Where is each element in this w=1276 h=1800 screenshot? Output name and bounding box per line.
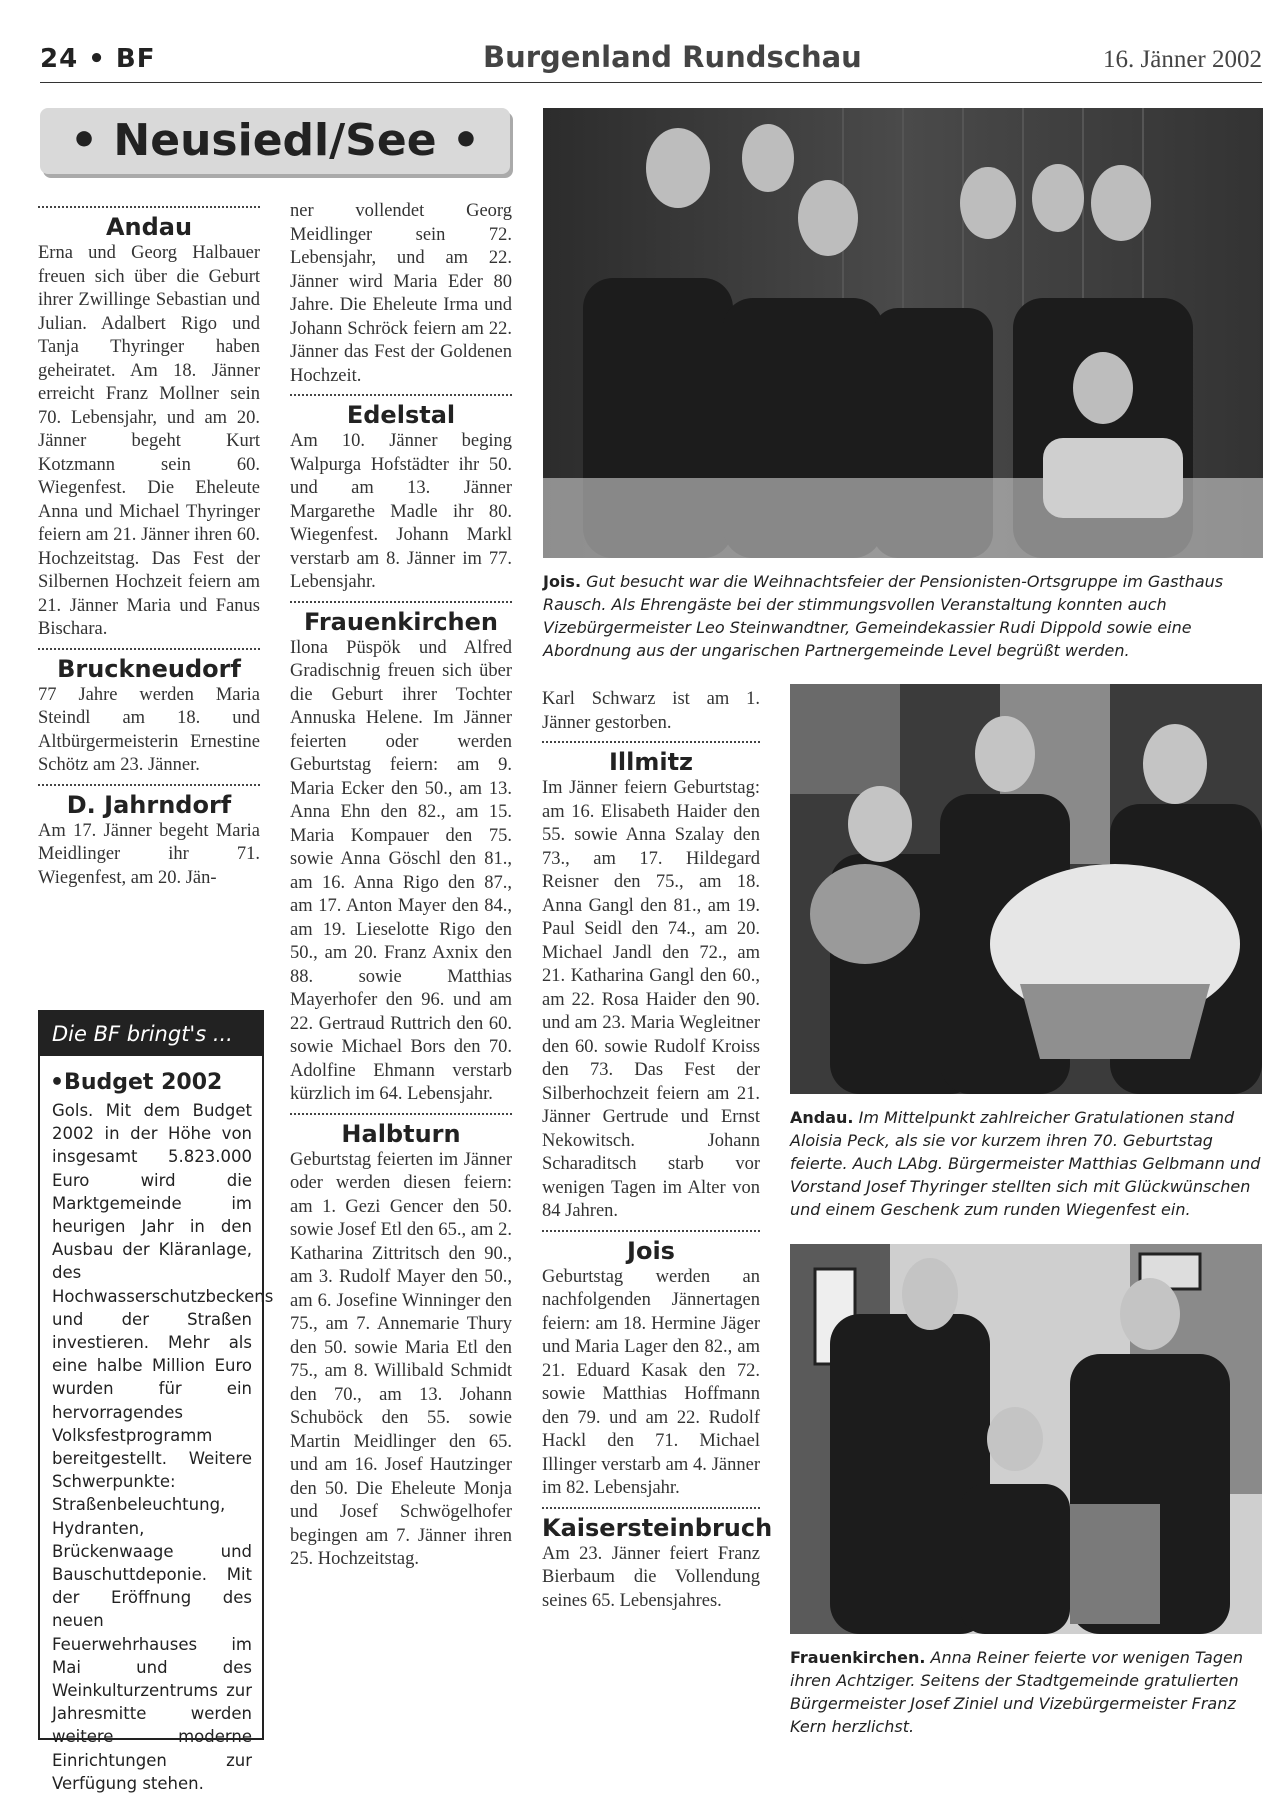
article-jois: Geburtstag werden an nachfolgenden Jännertagen feiern: am 18. Hermine Jäger und Maria Lager den 82., am 21. Eduard Kasak den 72. sowie Matthias Hoffmann den 79. und am 22. Rudolf Hackl den 71. Michael Illinger verstarb am 4. Jänner im 82. Lebensjahr. bbox=[542, 1266, 760, 1498]
column-2 bbox=[290, 200, 512, 1572]
heading-jois: Jois bbox=[542, 1230, 760, 1266]
info-box-text: Gols. Mit dem Budget 2002 in der Höhe von insgesamt 5.823.000 Euro wird die Marktgemeinde im heurigen Jahr in den Ausbau der Kläranlage, des Hochwasserschutzbeckens und der Straßen investieren. Mehr als eine halbe Million Euro wurden für ein hervorragendes Volksfestprogramm bereitgestellt. Weitere Schwerpunkte: Straßenbeleuchtung, Hydranten, Brückenwaage und Bauschuttdeponie. Mit der Eröffnung des neuen Feuerwehrhauses im Mai und des Weinkulturzentrums zur Jahresmitte werden weitere moderne Einrichtungen zur Verfügung stehen. bbox=[52, 1101, 274, 1793]
article-illmitz: Im Jänner feiern Geburtstag: am 16. Elisabeth Haider den 55. sowie Anna Szalay den 73., am 17. Hildegard Reisner den 75., am 18. Anna Gangl den 81., am 19. Paul Seidl den 74., am 20. Michael Jandl den 72., am 21. Katharina Gangl den 60., am 22. Rosa Haider den 90. und am 23. Maria Wegleitner den 60. sowie Rudolf Kroiss den 73. Das Fest der Silberhochzeit feiern am 21. Jänner Gertrude und Ernst Nekowitsch. Johann Scharaditsch starb vor wenigen Tagen im Alter von 84 Jahren. bbox=[542, 778, 760, 1221]
info-box-label: Die BF bringt's ... bbox=[40, 1012, 262, 1056]
section-banner: • Neusiedl/See • bbox=[40, 108, 510, 174]
photo-frauenkirchen bbox=[790, 1244, 1262, 1634]
caption-frauenkirchen bbox=[790, 1646, 1262, 1738]
caption-andau-text: Im Mittelpunkt zahlreicher Gratulationen stand Aloisia Peck, als sie vor kurzem ihren 70. Geburtstag feierte. Auch LAbg. Bürgermeister Matthias Gelbmann und Vorstand Josef Thyringer stellten sich mit Glückwünschen und einem Geschenk zum runden Wiegenfest ein. bbox=[790, 1108, 1261, 1219]
heading-edelstal: Edelstal bbox=[290, 394, 512, 430]
heading-jahrndorf: D. Jahrndorf bbox=[38, 784, 260, 820]
page-header bbox=[40, 38, 1262, 83]
caption-andau bbox=[790, 1106, 1262, 1221]
heading-frauenkirchen: Frauenkirchen bbox=[290, 601, 512, 637]
heading-andau: Andau bbox=[38, 206, 260, 242]
heading-halbturn: Halbturn bbox=[290, 1113, 512, 1149]
issue-date: 16. Jänner 2002 bbox=[1103, 46, 1262, 73]
caption-frauenkirchen-place: Frauenkirchen. bbox=[790, 1648, 926, 1667]
info-box-title: •Budget 2002 bbox=[50, 1070, 223, 1095]
info-box bbox=[38, 1010, 274, 1793]
page-number: 24 • BF bbox=[40, 44, 156, 74]
article-frauenkirchen: Ilona Püspök und Alfred Gradischnig freuen sich über die Geburt ihrer Tochter Annuska Helene. Im Jänner feierten oder werden Geburtstag feiern: am 9. Maria Ecker den 50., am 13. Anna Ehn den 82., am 15. Maria Kompauer den 75. sowie Anna Göschl den 81., am 16. Anna Rigo den 87., am 17. Anton Mayer den 84., am 19. Lieselotte Rigo den 50., am 20. Franz Axnix den 88. sowie Matthias Mayerhofer den 96. und am 22. Gertraud Ruttrich den 60. sowie Michael Bors den 70. Adolfine Ehmann verstarb kürzlich im 64. Lebensjahr. bbox=[290, 637, 512, 1104]
article-andau: Erna und Georg Halbauer freuen sich über die Geburt ihrer Zwillinge Sebastian und Julian. Adalbert Rigo und Tanja Thyringer haben geheiratet. Am 18. Jänner erreicht Franz Mollner sein 70. Lebensjahr, und am 20. Jänner begeht Kurt Kotzmann sein 60. Wiegenfest. Die Eheleute Anna und Michael Thyringer feiern am 21. Jänner ihren 60. Hochzeitstag. Das Fest der Silbernen Hochzeit feiern am 21. Jänner Maria und Fanus Bischara. bbox=[38, 243, 260, 639]
article-halbturn: Geburtstag feierten im Jänner oder werden diesen feiern: am 1. Gezi Gencer den 50. sowie Josef Etl den 65., am 2. Katharina Zittritsch den 90., am 3. Rudolf Mayer den 50., am 6. Josefine Winninger den 75., am 7. Annemarie Thury den 50. sowie Maria Etl den 75., am 8. Willibald Schmidt den 70., am 13. Johann Schuböck den 55. sowie Martin Meidlinger den 65. und am 16. Josef Hautzinger den 50. Die Eheleute Monja und Josef Schwögelhofer begingen am 7. Jänner ihren 25. Hochzeitstag. bbox=[290, 1149, 512, 1569]
column-1 bbox=[38, 206, 260, 890]
photo-frauenkirchen-image bbox=[790, 1244, 1262, 1634]
article-bruckneudorf: 77 Jahre werden Maria Steindl am 18. und Altbürgermeisterin Ernestine Schötz am 23. Jänner. bbox=[38, 684, 260, 775]
photo-jois-group bbox=[543, 108, 1263, 558]
heading-kaisersteinbruch: Kaisersteinbruch bbox=[542, 1507, 760, 1543]
caption-jois-place: Jois. bbox=[543, 572, 582, 591]
article-edelstal: Am 10. Jänner beging Walpurga Hofstädter ihr 50. und am 13. Jänner Margarethe Madle ihr 80. Wiegenfest. Johann Markl verstarb am 8. Jänner im 77. Lebensjahr. bbox=[290, 431, 512, 592]
heading-bruckneudorf: Bruckneudorf bbox=[38, 648, 260, 684]
caption-jois bbox=[543, 570, 1263, 662]
article-continued-2: Karl Schwarz ist am 1. Jänner gestorben. bbox=[542, 689, 760, 733]
column-3 bbox=[542, 688, 773, 1613]
article-jahrndorf: Am 17. Jänner begeht Maria Meidlinger ihr 71. Wiegenfest, am 20. Jän- bbox=[38, 820, 260, 888]
article-kaisersteinbruch: Am 23. Jänner feiert Franz Bierbaum die Vollendung seines 65. Lebensjahres. bbox=[542, 1543, 760, 1611]
article-continued: ner vollendet Georg Meidlinger sein 72. Lebensjahr, und am 22. Jänner wird Maria Eder 80 Jahre. Die Eheleute Irma und Johann Schröck feiern am 22. Jänner das Fest der Goldenen Hochzeit. bbox=[290, 201, 512, 386]
caption-jois-text: Gut besucht war die Weihnachtsfeier der Pensionisten-Ortsgruppe im Gasthaus Rausch. Als Ehrengäste bei der stimmungsvollen Veranstaltung konnten auch Vizebürgermeister Leo Steinwandtner, Gemeindekassier Rudi Dippold sowie eine Abordnung aus der ungarischen Partnergemeinde Level begrüßt werden. bbox=[543, 572, 1224, 660]
photo-andau-image bbox=[790, 684, 1262, 1094]
publication-title: Burgenland Rundschau bbox=[483, 40, 862, 74]
caption-andau-place: Andau. bbox=[790, 1108, 854, 1127]
caption-frauenkirchen-text: Anna Reiner feierte vor wenigen Tagen ihren Achtziger. Seitens der Stadtgemeinde gratulierten Bürgermeister Josef Ziniel und Vizebürgermeister Franz Kern herzlichst. bbox=[790, 1648, 1243, 1736]
heading-illmitz: Illmitz bbox=[542, 741, 760, 777]
photo-andau bbox=[790, 684, 1262, 1094]
photo-jois-image bbox=[543, 108, 1263, 558]
